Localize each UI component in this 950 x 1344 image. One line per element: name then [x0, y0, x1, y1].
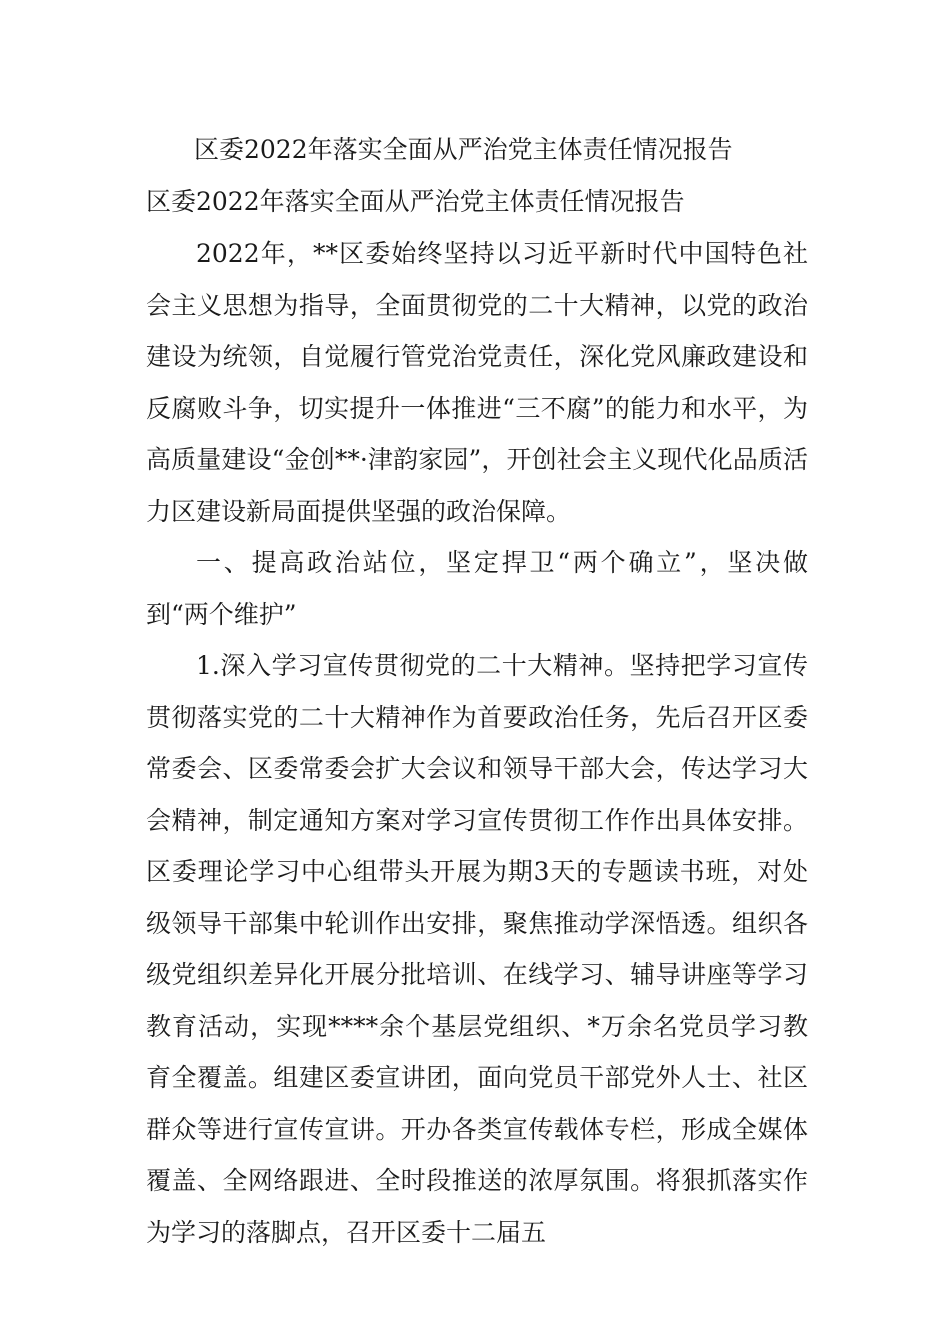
document-title-repeat: 区委2022年落实全面从严治党主体责任情况报告 [146, 187, 685, 216]
document-title: 区委2022年落实全面从严治党主体责任情况报告 [194, 135, 733, 164]
intro-paragraph: 2022年，**区委始终坚持以习近平新时代中国特色社会主义思想为指导，全面贯彻党的二十大精神，以党的政治建设为统领，自觉履行管党治党责任，深化党风廉政建设和反腐败斗争，切实提升一体推进“三不腐”的能力和水平，为高质量建设“金创**·津韵家园”，开创社会主义现代化品质活力区建设新局面提供坚强的政治保障。 [146, 239, 808, 526]
document-body [146, 124, 808, 1258]
section-item-paragraph: 1.深入学习宣传贯彻党的二十大精神。坚持把学习宣传贯彻落实党的二十大精神作为首要政治任务，先后召开区委常委会、区委常委会扩大会议和领导干部大会，传达学习大会精神，制定通知方案对学习宣传贯彻工作作出具体安排。区委理论学习中心组带头开展为期3天的专题读书班，对处级领导干部集中轮训作出安排，聚焦推动学深悟透。组织各级党组织差异化开展分批培训、在线学习、辅导讲座等学习教育活动，实现****余个基层党组织、*万余名党员学习教育全覆盖。组建区委宣讲团，面向党员干部党外人士、社区群众等进行宣传宣讲。开办各类宣传载体专栏，形成全媒体覆盖、全网络跟进、全时段推送的浓厚氛围。将狠抓落实作为学习的落脚点，召开区委十二届五 [146, 651, 808, 1247]
section-heading: 一、提高政治站位，坚定捍卫“两个确立”，坚决做到“两个维护” [146, 548, 808, 629]
